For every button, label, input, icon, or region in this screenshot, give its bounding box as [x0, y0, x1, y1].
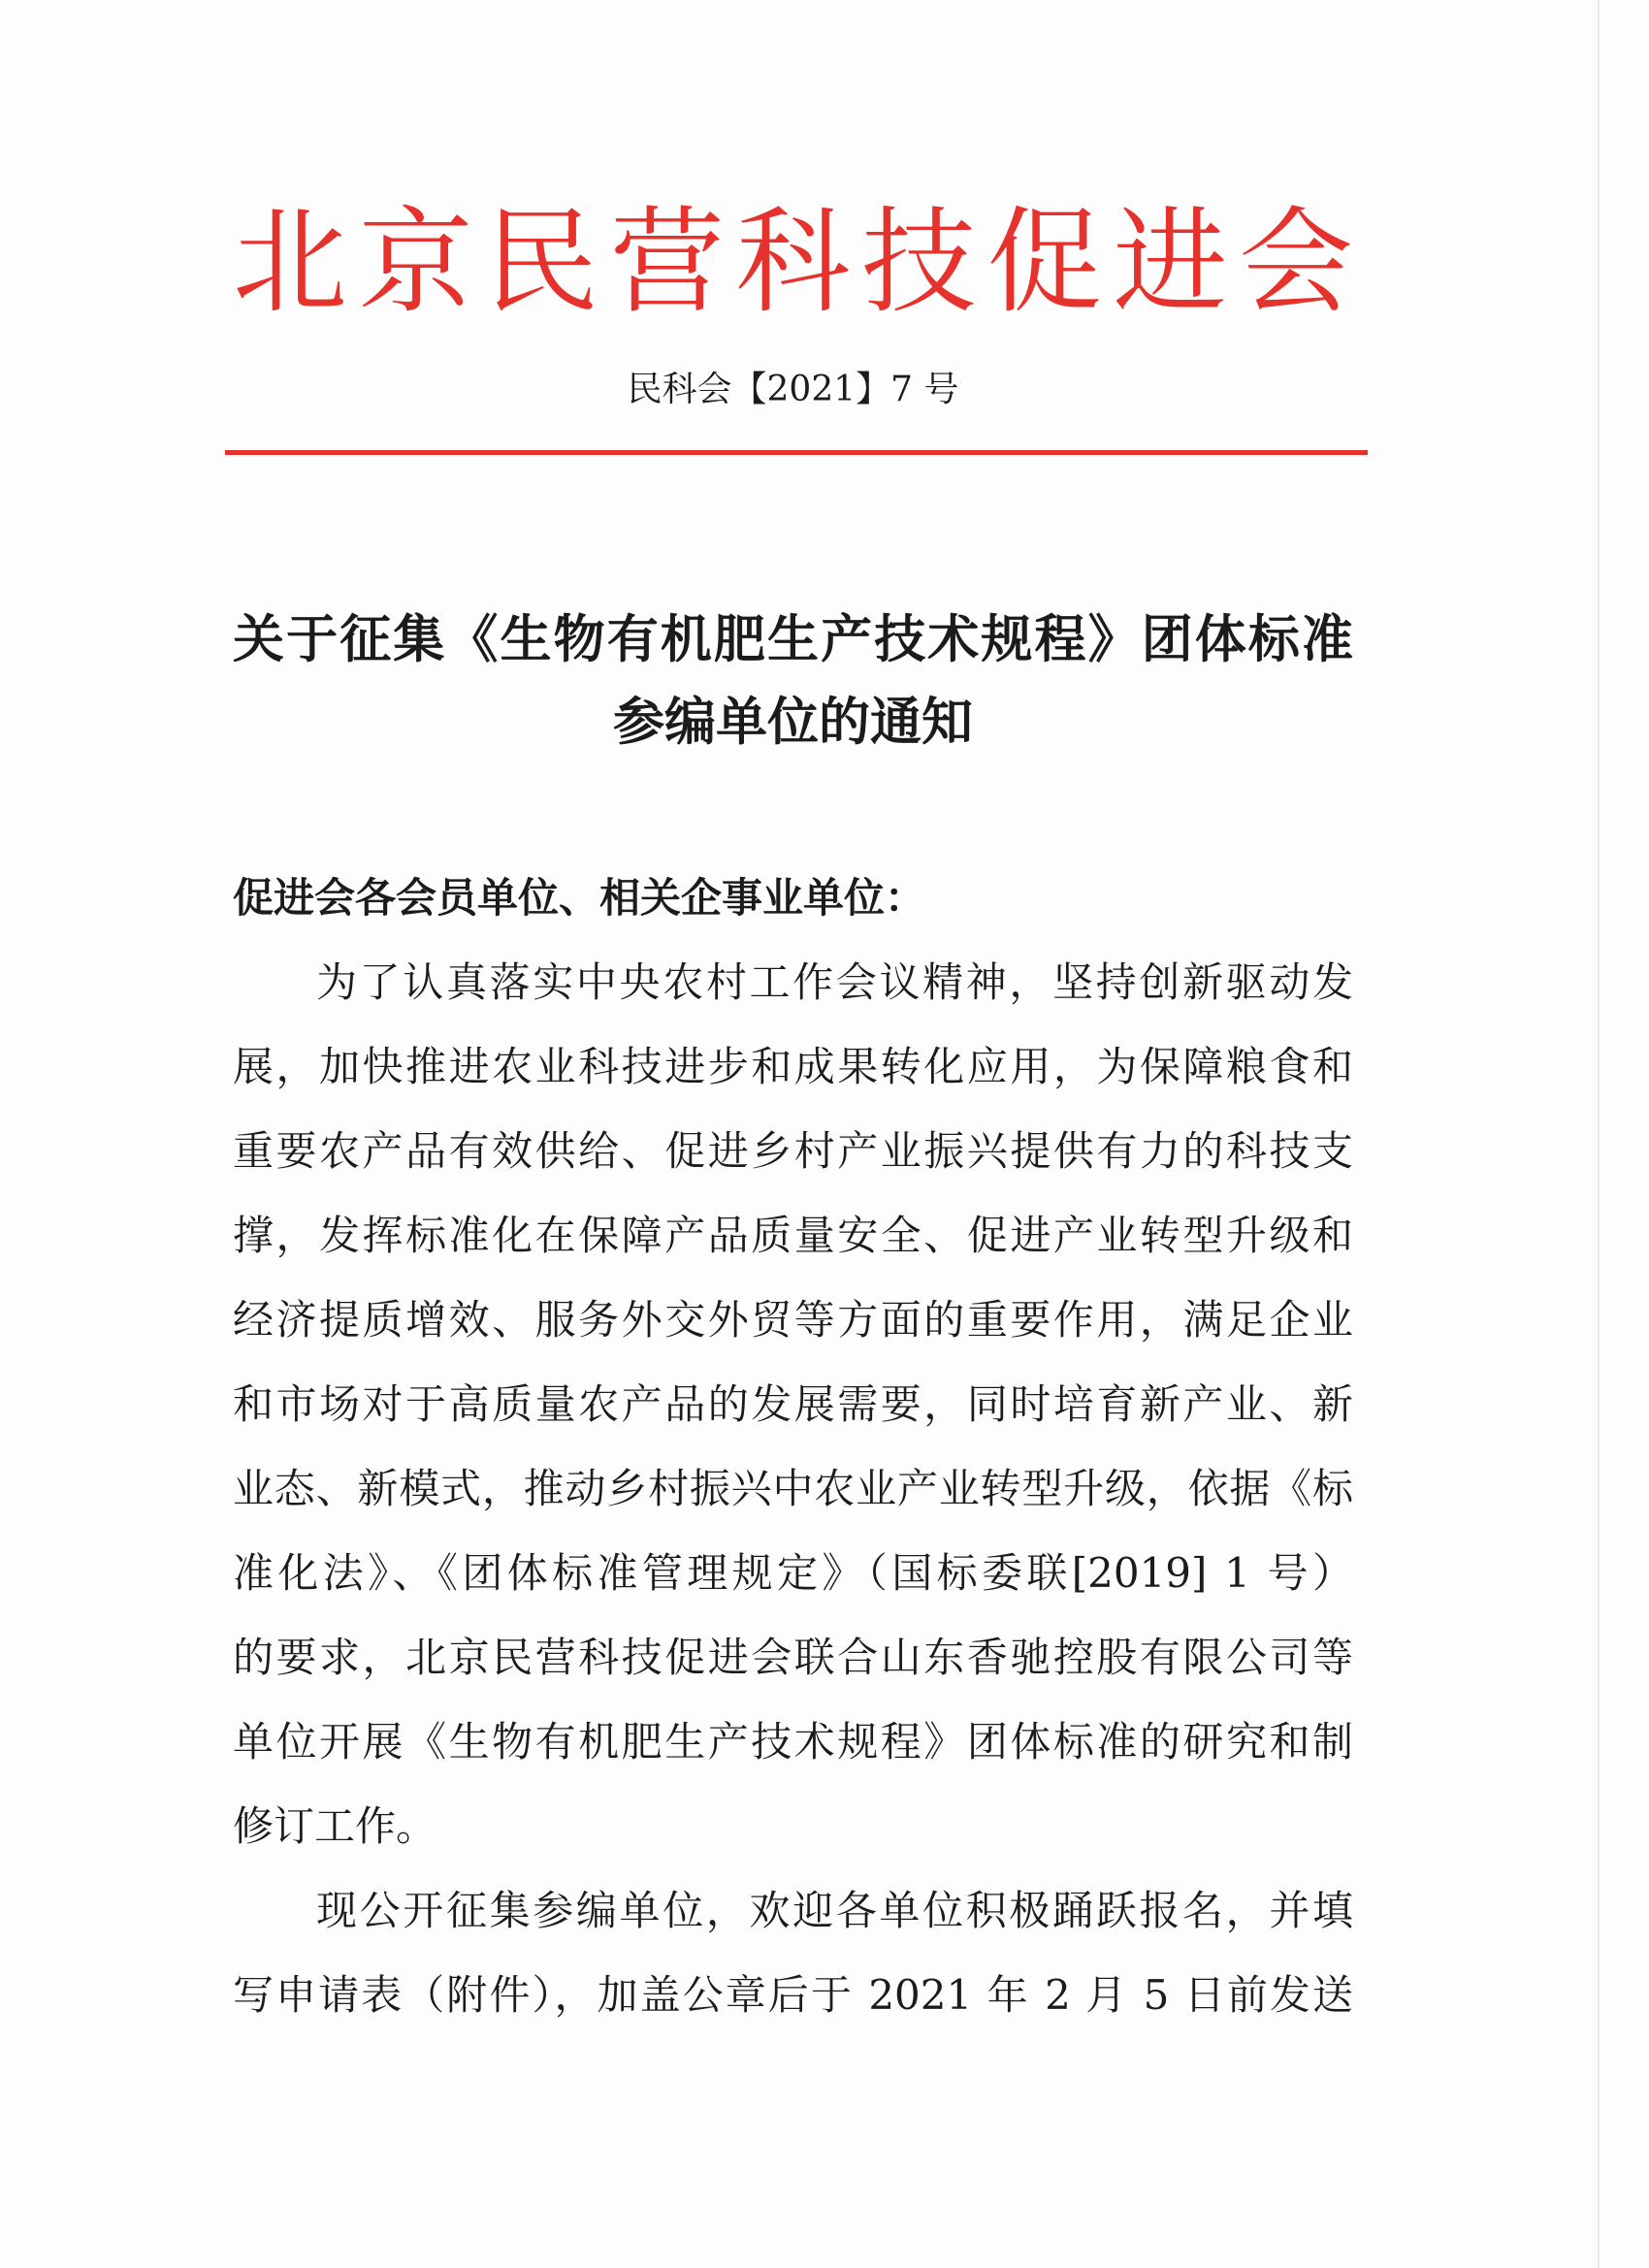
paragraph-line: 撑，发挥标准化在保障产品质量安全、促进产业转型升级和: [233, 1212, 1353, 1259]
document-number: 民科会【2021】7 号: [627, 370, 959, 409]
paragraph-line: 经济提质增效、服务外交外贸等方面的重要作用，满足企业: [233, 1296, 1353, 1344]
paragraph-line: 单位开展《生物有机肥生产技术规程》团体标准的研究和制: [233, 1718, 1353, 1766]
scan-edge-shadow: [1598, 0, 1600, 2268]
paragraph: [233, 940, 1353, 1868]
paragraph-line: 修订工作。: [233, 1802, 437, 1850]
paragraph-line: 的要求，北京民营科技促进会联合山东香驰控股有限公司等: [233, 1634, 1353, 1681]
letterhead-org-name: 北京民营科技促进会: [233, 195, 1353, 329]
paragraph-line: 为了认真落实中央农村工作会议精神，坚持创新驱动发: [316, 958, 1353, 1006]
notice-title-line-2: 参编单位的通知: [613, 693, 973, 752]
paragraph-line: 展，加快推进农业科技进步和成果转化应用，为保障粮食和: [233, 1043, 1353, 1090]
paragraph-line: 业态、新模式，推动乡村振兴中农业产业转型升级，依据《标: [233, 1465, 1353, 1512]
paragraph-line: 准化法》、《团体标准管理规定》（国标委联[2019] 1 号）: [233, 1549, 1353, 1597]
paragraph-line: 写申请表（附件），加盖公章后于 2021 年 2 月 5 日前发送: [233, 1971, 1353, 2019]
letterhead-divider: [225, 450, 1368, 455]
notice-title-line-1: 关于征集《生物有机肥生产技术规程》团体标准: [233, 610, 1353, 669]
paragraph-line: 和市场对于高质量农产品的发展需要，同时培育新产业、新: [233, 1380, 1353, 1428]
salutation: 促进会各会员单位、相关企事业单位：: [233, 874, 926, 922]
paragraph: [233, 1868, 1353, 2037]
paragraph-line: 重要农产品有效供给、促进乡村产业振兴提供有力的科技支: [233, 1127, 1353, 1175]
notice-body: [233, 940, 1353, 2037]
paragraph-line: 现公开征集参编单位，欢迎各单位积极踊跃报名，并填: [316, 1887, 1353, 1934]
